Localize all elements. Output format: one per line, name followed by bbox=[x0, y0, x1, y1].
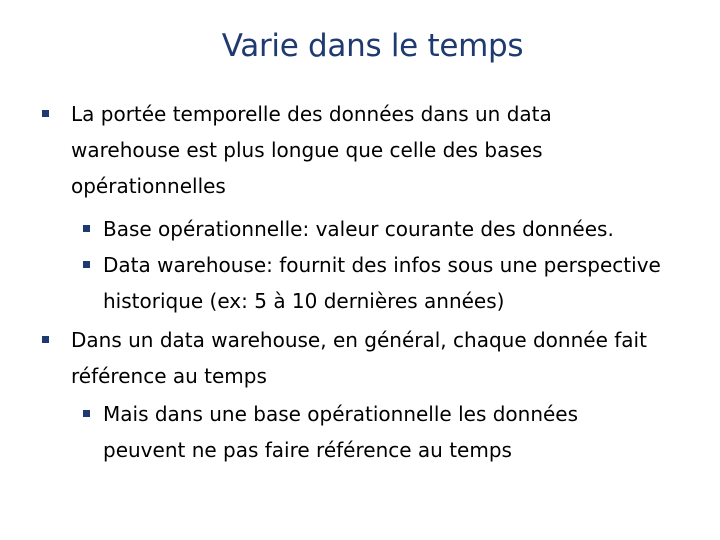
bullet-line: opérationnelles bbox=[71, 174, 226, 198]
bullet-line: warehouse est plus longue que celle des bases bbox=[71, 138, 543, 162]
bullet-line: La portée temporelle des données dans un data bbox=[71, 102, 552, 126]
bullet-line: Data warehouse: fournit des infos sous une perspective bbox=[103, 253, 661, 277]
bullet-line: Mais dans une base opérationnelle les données bbox=[103, 402, 579, 426]
bullet-item bbox=[71, 322, 647, 394]
bullet-line: référence au temps bbox=[71, 364, 267, 388]
sub-bullet-item bbox=[103, 211, 614, 247]
slide-title: Varie dans le temps bbox=[221, 28, 524, 64]
square-bullet-icon bbox=[42, 110, 49, 117]
bullet-line: peuvent ne pas faire référence au temps bbox=[103, 438, 512, 462]
sub-bullet-item bbox=[103, 396, 578, 468]
square-bullet-icon bbox=[83, 261, 90, 268]
sub-bullet-item bbox=[103, 247, 661, 319]
bullet-line: Dans un data warehouse, en général, chaque donnée fait bbox=[71, 328, 647, 352]
square-bullet-icon bbox=[83, 225, 90, 232]
square-bullet-icon bbox=[42, 336, 49, 343]
bullet-line: Base opérationnelle: valeur courante des données. bbox=[103, 217, 614, 241]
bullet-item bbox=[71, 96, 552, 204]
bullet-line: historique (ex: 5 à 10 dernières années) bbox=[103, 289, 505, 313]
square-bullet-icon bbox=[83, 410, 90, 417]
